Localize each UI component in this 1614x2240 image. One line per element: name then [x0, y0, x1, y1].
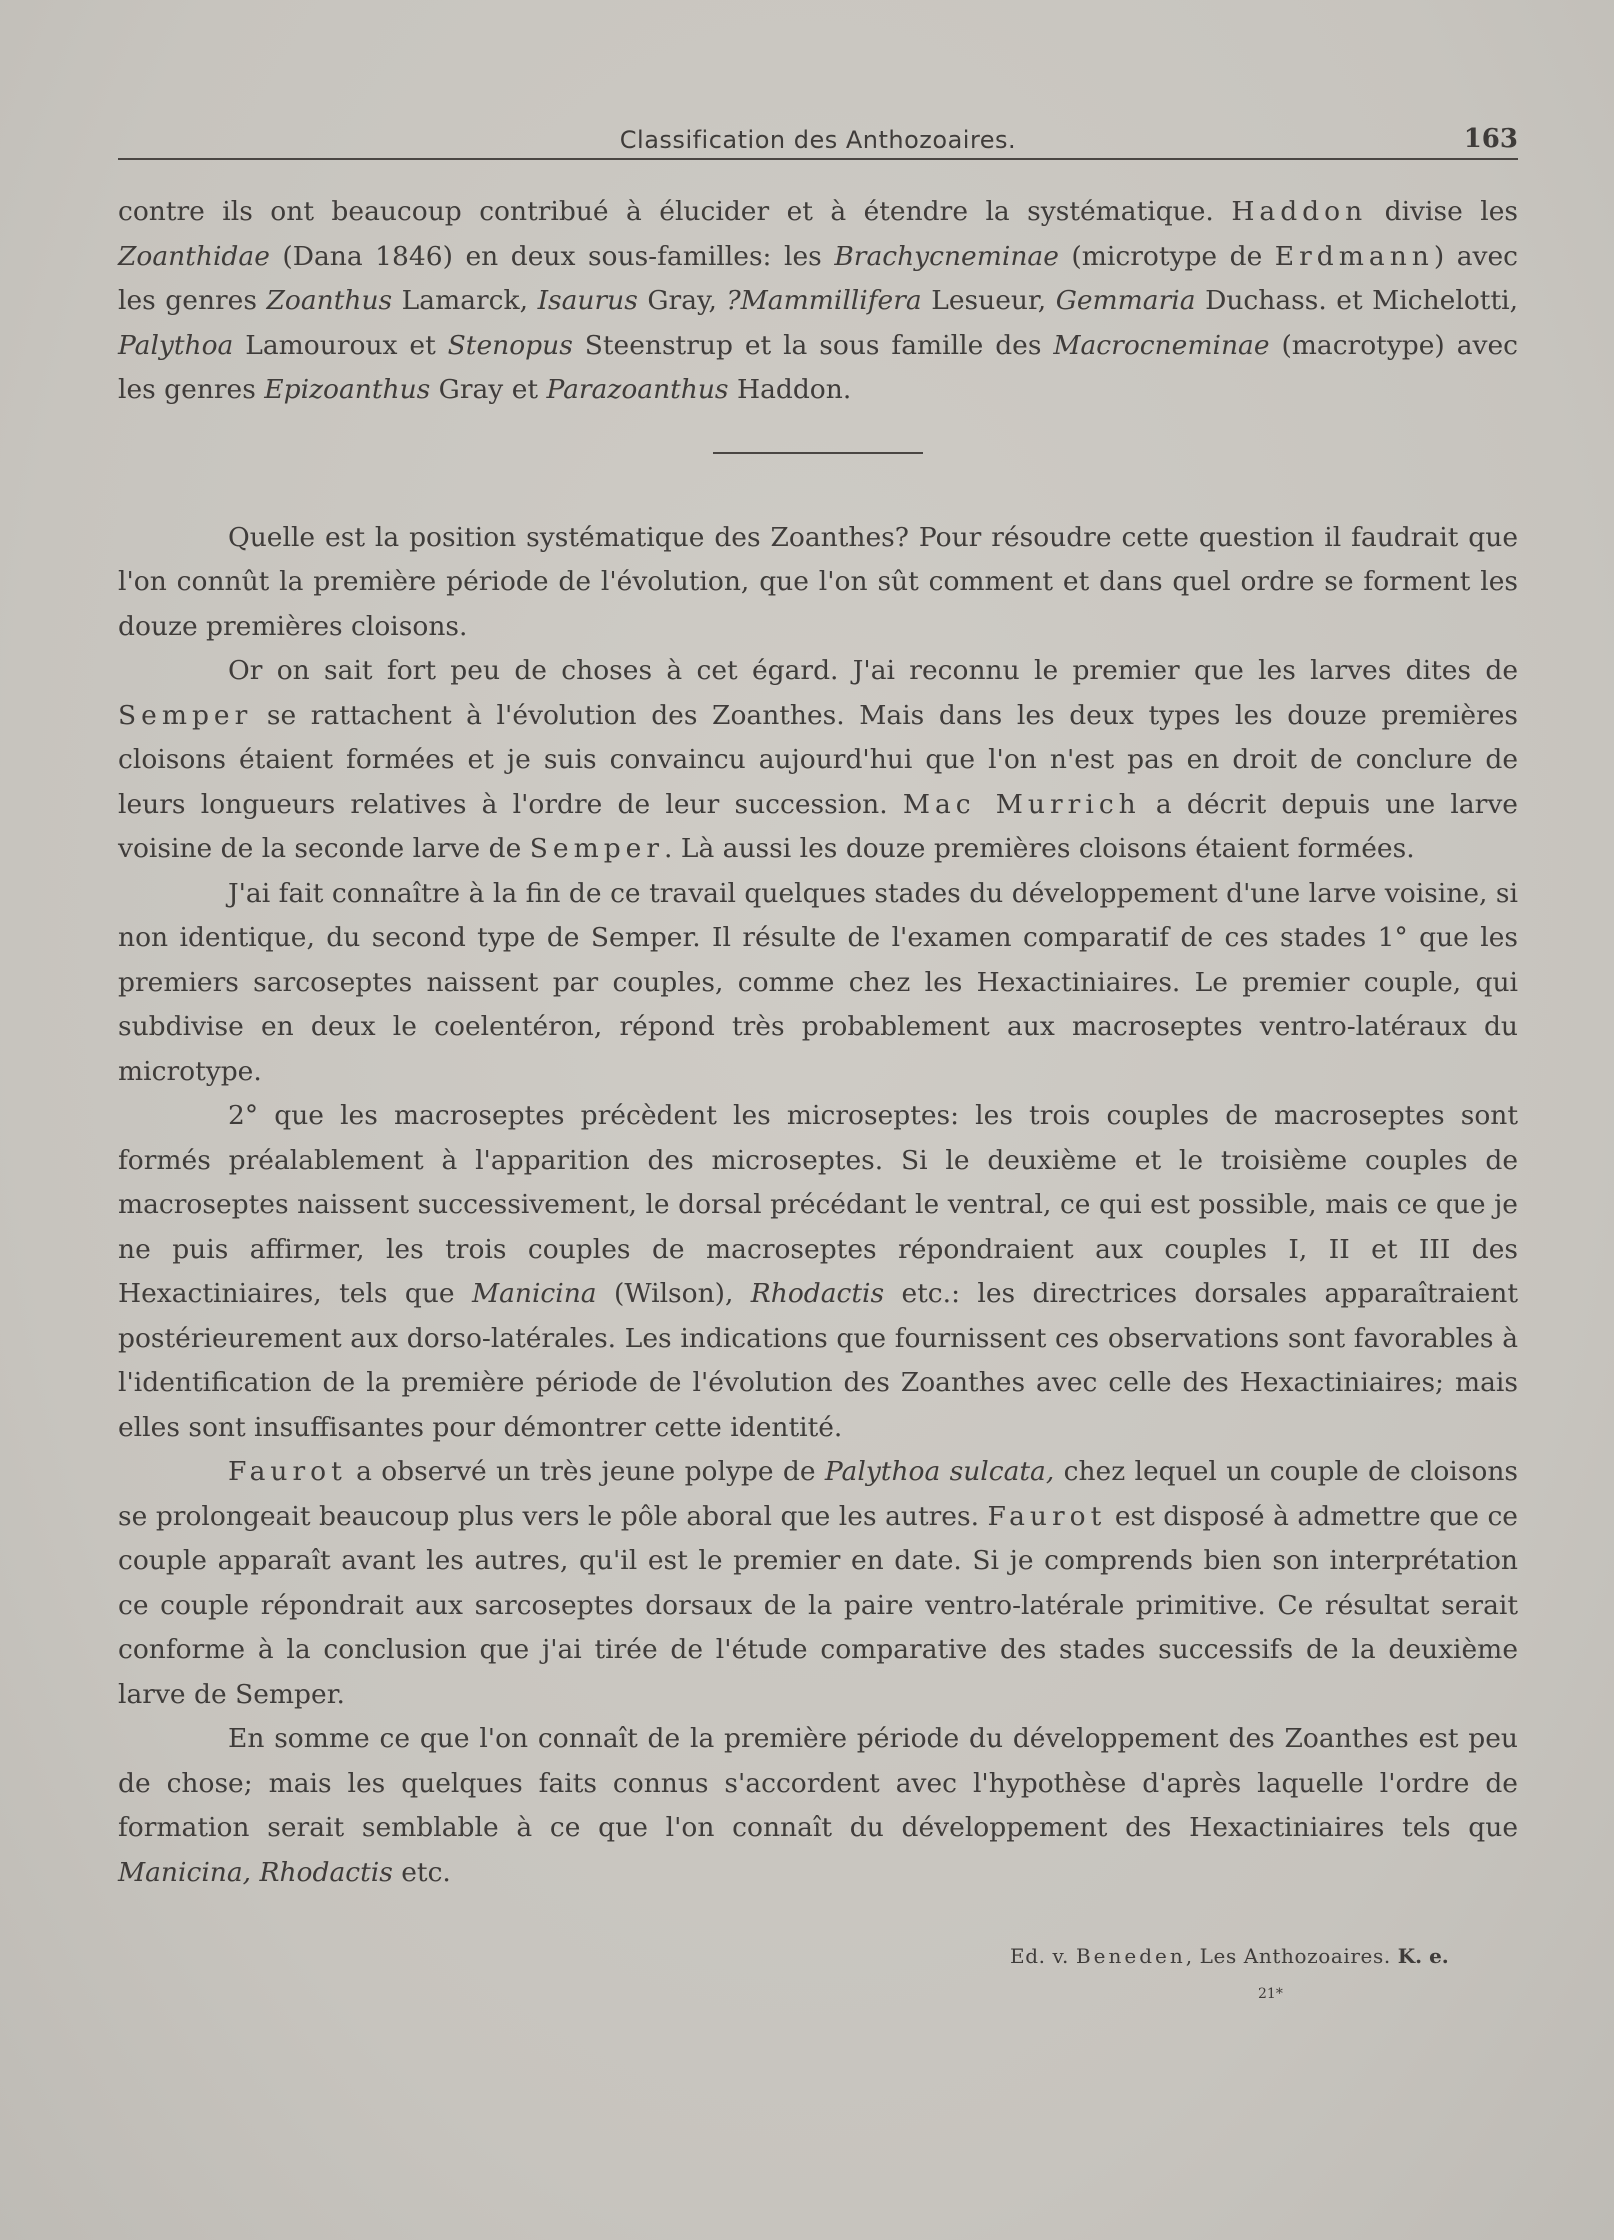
running-title: Classification des Anthozoaires. — [619, 126, 1017, 154]
taxon-name: Epizoanthus — [264, 374, 431, 405]
author-name: Mac Murrich — [902, 788, 1141, 820]
text-run: J'ai fait connaître à la fin de ce travail quelques stades du développement d'une larve voisine, si non identique, du second type de Semper. Il résulte de l'examen comparatif de ces stades 1° que les premiers sarcoseptes naissent par couples, comme chez les Hexactiniaires. Le premier couple, qui subdivise en deux le coelentéron, répond très probablement aux macroseptes ventro-latéraux du microtype. — [118, 877, 1518, 1087]
taxon-name: Isaurus — [537, 285, 638, 316]
text-run: divise les — [1367, 196, 1518, 227]
taxon-name: Rhodactis — [750, 1278, 885, 1309]
taxon-name: Brachycneminae — [834, 240, 1059, 272]
text-run: . Là aussi les douze premières cloisons étaient formées. — [664, 833, 1415, 864]
text-run: se rattachent à l'évolution des Zoanthes. Mais dans les deux types les douze premières cloisons étaient formées et je suis convaincu aujourd'hui que l'on n'est pas en droit de conclure de leurs longueurs relatives à l'ordre de leur succession. — [118, 699, 1518, 820]
taxon-name: Zoanthidae — [118, 240, 270, 272]
taxon-name: Zoanthus — [266, 285, 393, 316]
sheet-signature-mark: 21* — [1258, 1986, 1283, 2002]
text-run: 2° que les macroseptes précèdent les microseptes: les trois couples de macroseptes sont formés préalablement à l'apparition des microseptes. Si le deuxième et le troisième couples de macroseptes naissent successivement, le dorsal précédant le ventral, ce qui est possible, mais ce que je ne puis affirmer, les trois couples de macroseptes répondraient aux couples I, II et III des Hexactiniaires, tels que — [118, 1100, 1518, 1309]
running-header — [118, 120, 1518, 160]
text-run: Gray et — [430, 374, 547, 405]
taxon-name: Manicina — [471, 1278, 597, 1309]
text-run: contre ils ont beaucoup contribué à élucider et à étendre la systématique. — [118, 196, 1232, 227]
author-name: Haddon — [1231, 196, 1368, 227]
author-name: Faurot — [987, 1500, 1107, 1532]
text-run: Gray, — [637, 285, 727, 316]
paragraph-7 — [118, 1717, 1518, 1895]
text-run: chez lequel un couple de cloisons se prolongeait beaucoup plus vers le pôle aboral que les autres. — [118, 1456, 1518, 1532]
taxon-name: Gemmaria — [1055, 285, 1196, 316]
text-run: Or on sait fort peu de choses à cet égard. J'ai reconnu le premier que les larves dites de — [228, 655, 1518, 686]
body-text — [118, 190, 1518, 1895]
signature-line — [1010, 1944, 1449, 1968]
text-run: a décrit depuis une larve voisine de la seconde larve de — [118, 788, 1518, 864]
paragraph-3 — [118, 649, 1518, 872]
text-run: , Les Anthozoaires. — [1185, 1944, 1398, 1968]
text-run: (macrotype) avec les genres — [118, 329, 1518, 405]
text-run: Lamouroux et — [233, 329, 448, 361]
text-run: etc. — [392, 1856, 451, 1888]
paragraph-2 — [118, 516, 1518, 650]
text-run: (Dana 1846) en deux sous-familles: les — [269, 240, 835, 272]
text-run: Duchass. et Michelotti, — [1195, 285, 1518, 316]
author-name: Semper — [529, 833, 665, 864]
text-run: Lamarck, — [392, 285, 538, 316]
paragraph-5 — [118, 1094, 1518, 1450]
taxon-name: Macrocneminae — [1053, 329, 1270, 361]
signature-mark: K. e. — [1397, 1944, 1449, 1968]
author-name: Semper — [118, 699, 253, 731]
paragraph-6 — [118, 1450, 1518, 1717]
text-run: est disposé à admettre que ce couple apparaît avant les autres, qu'il est le premier en date. Si je comprends bien son interprétation ce couple répondrait aux sarcoseptes dorsaux de la paire ventro-latérale primitive. Ce résultat serait conforme à la conclusion que j'ai tirée de l'étude comparative des stades successifs de la deuxième larve de Semper. — [118, 1500, 1518, 1710]
text-run: Steenstrup et la sous famille des — [572, 329, 1054, 361]
text-run: En somme ce que l'on connaît de la première période du développement des Zoanthes est peu de chose; mais les quelques faits connus s'accordent avec l'hypothèse d'après laquelle l'ordre de formation serait semblable à ce que l'on connaît du développement des Hexactiniaires tels que — [118, 1723, 1518, 1843]
author-name: Erdmann — [1274, 240, 1434, 272]
author-name: Faurot — [228, 1456, 347, 1487]
text-run: (Wilson), — [596, 1278, 751, 1309]
taxon-name: Manicina, Rhodactis — [118, 1856, 393, 1888]
taxon-name: Parazoanthus — [546, 374, 729, 405]
text-run: etc.: les directrices dorsales apparaîtraient postérieurement aux dorso-latérales. Les indications que fournissent ces observations sont favorables à l'identification de la première période de l'évolution des Zoanthes avec celle des Hexactiniaires; mais elles sont insuffisantes pour démontrer cette identité. — [118, 1278, 1518, 1443]
text-run: Haddon. — [728, 374, 852, 405]
paragraph-4 — [118, 872, 1518, 1095]
author-name: Beneden — [1075, 1944, 1186, 1968]
text-run: a observé un très jeune polype de — [346, 1456, 825, 1487]
taxon-name: Palythoa — [118, 329, 234, 361]
text-run: Ed. v. — [1010, 1944, 1076, 1968]
section-divider — [713, 452, 923, 454]
page-number: 163 — [1463, 124, 1518, 154]
taxon-name: Palythoa sulcata, — [824, 1456, 1055, 1487]
taxon-name: Stenopus — [447, 329, 573, 361]
text-run: ) avec les genres — [118, 240, 1519, 316]
text-run: Lesueur, — [921, 285, 1056, 316]
text-run: (microtype de — [1058, 240, 1275, 272]
paragraph-1 — [118, 190, 1518, 413]
text-run: Quelle est la position systématique des Zoanthes? Pour résoudre cette question il faudrait que l'on connût la première période de l'évolution, que l'on sût comment et dans quel ordre se forment les douze premières cloisons. — [118, 521, 1518, 642]
taxon-name: ?Mammillifera — [726, 285, 922, 316]
